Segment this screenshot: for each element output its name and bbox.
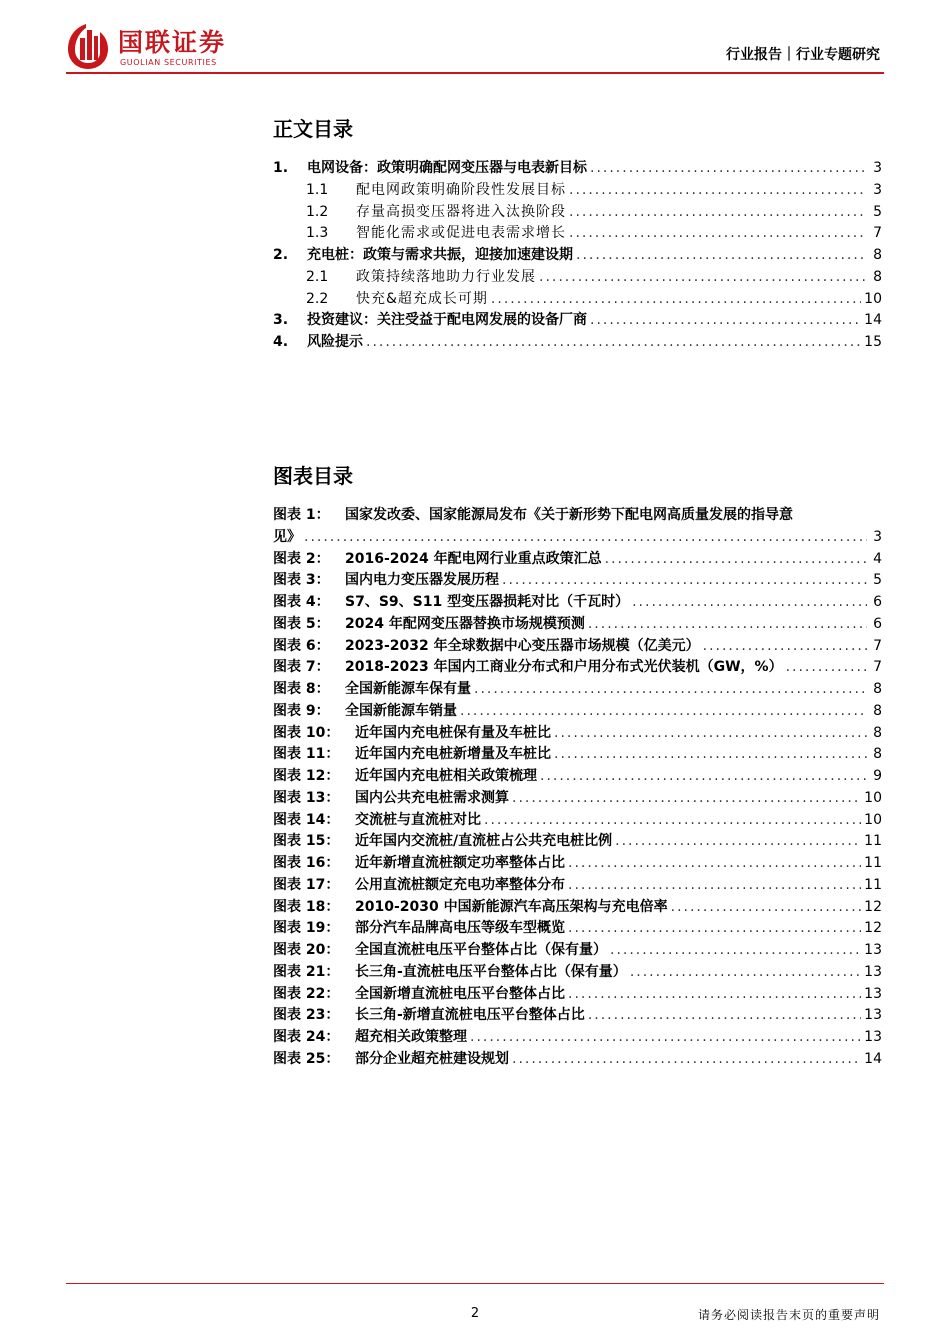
figure-item[interactable]: 图表 9： 全国新能源车销量 ..... 8 — [273, 701, 882, 723]
figure-item[interactable]: 图表 2： 2016-2024 年配电网行业重点政策汇总 ..... 4 — [273, 549, 882, 571]
figure-item[interactable]: 图表 1： 国家发改委、国家能源局发布《关于新形势下配电网高质量发展的指导意 见》 ..... 3 — [273, 505, 882, 549]
figure-item[interactable]: 图表 21： 长三角-直流桩电压平台整体占比（保有量） ..... 13 — [273, 962, 882, 984]
toc-item[interactable]: 1.1 配电网政策明确阶段性发展目标 ..... 3 — [273, 180, 882, 202]
toc-item[interactable]: 4. 风险提示 ..... 15 — [273, 332, 882, 354]
page-header — [0, 0, 950, 80]
figure-item[interactable]: 图表 5： 2024 年配网变压器替换市场规模预测 ..... 6 — [273, 614, 882, 636]
guolian-logo-icon — [66, 22, 110, 70]
figure-item[interactable]: 图表 8： 全国新能源车保有量 ..... 8 — [273, 679, 882, 701]
figure-item[interactable]: 图表 3： 国内电力变压器发展历程 ..... 5 — [273, 570, 882, 592]
figure-item[interactable]: 图表 24： 超充相关政策整理 ..... 13 — [273, 1027, 882, 1049]
figure-item[interactable]: 图表 7： 2018-2023 年国内工商业分布式和户用分布式光伏装机（GW，%） ..... 7 — [273, 657, 882, 679]
brand-name-en: GUOLIAN SECURITIES — [120, 58, 217, 67]
footer-divider — [66, 1283, 884, 1284]
toc-list — [273, 158, 882, 354]
toc-item[interactable]: 2.1 政策持续落地助力行业发展 ..... 8 — [273, 267, 882, 289]
toc-item[interactable]: 1. 电网设备：政策明确配网变压器与电表新目标 ..... 3 — [273, 158, 882, 180]
toc-item[interactable]: 1.2 存量高损变压器将进入汰换阶段 ..... 5 — [273, 202, 882, 224]
toc-title: 正文目录 — [273, 117, 353, 141]
figure-item[interactable]: 图表 20： 全国直流桩电压平台整体占比（保有量） ..... 13 — [273, 940, 882, 962]
report-type: 行业报告｜行业专题研究 — [726, 47, 880, 63]
toc-item[interactable]: 3. 投资建议：关注受益于配电网发展的设备厂商 ..... 14 — [273, 310, 882, 332]
figure-item[interactable]: 图表 25： 部分企业超充桩建设规划 ..... 14 — [273, 1049, 882, 1071]
page-number: 2 — [470, 1306, 480, 1321]
toc-item[interactable]: 2.2 快充&超充成长可期 ..... 10 — [273, 289, 882, 311]
toc-item[interactable]: 1.3 智能化需求或促进电表需求增长 ..... 7 — [273, 223, 882, 245]
figure-item[interactable]: 图表 18： 2010-2030 中国新能源汽车高压架构与充电倍率 ..... 12 — [273, 897, 882, 919]
figure-item[interactable]: 图表 6： 2023-2032 年全球数据中心变压器市场规模（亿美元） ..... 7 — [273, 636, 882, 658]
figure-item[interactable]: 图表 11： 近年国内充电桩新增量及车桩比 ..... 8 — [273, 744, 882, 766]
figures-title: 图表目录 — [273, 464, 353, 488]
figure-item[interactable]: 图表 10： 近年国内充电桩保有量及车桩比 ..... 8 — [273, 723, 882, 745]
header-divider — [66, 72, 884, 74]
figure-item[interactable]: 图表 22： 全国新增直流桩电压平台整体占比 ..... 13 — [273, 984, 882, 1006]
figure-item[interactable]: 图表 13： 国内公共充电桩需求测算 ..... 10 — [273, 788, 882, 810]
figure-item[interactable]: 图表 12： 近年国内充电桩相关政策梳理 ..... 9 — [273, 766, 882, 788]
figure-item[interactable]: 图表 23： 长三角-新增直流桩电压平台整体占比 ..... 13 — [273, 1005, 882, 1027]
figures-list — [273, 505, 882, 1071]
footer-disclaimer: 请务必阅读报告末页的重要声明 — [697, 1308, 880, 1322]
figure-item[interactable]: 图表 15： 近年国内交流桩/直流桩占公共充电桩比例 ..... 11 — [273, 831, 882, 853]
brand-name-cn: 国联证券 — [118, 28, 227, 57]
figure-item[interactable]: 图表 16： 近年新增直流桩额定功率整体占比 ..... 11 — [273, 853, 882, 875]
figure-item[interactable]: 图表 19： 部分汽车品牌高电压等级车型概览 ..... 12 — [273, 918, 882, 940]
figure-item[interactable]: 图表 4： S7、S9、S11 型变压器损耗对比（千瓦时） ..... 6 — [273, 592, 882, 614]
figure-item[interactable]: 图表 14： 交流桩与直流桩对比 ..... 10 — [273, 810, 882, 832]
toc-item[interactable]: 2. 充电桩：政策与需求共振，迎接加速建设期 ..... 8 — [273, 245, 882, 267]
figure-item[interactable]: 图表 17： 公用直流桩额定充电功率整体分布 ..... 11 — [273, 875, 882, 897]
